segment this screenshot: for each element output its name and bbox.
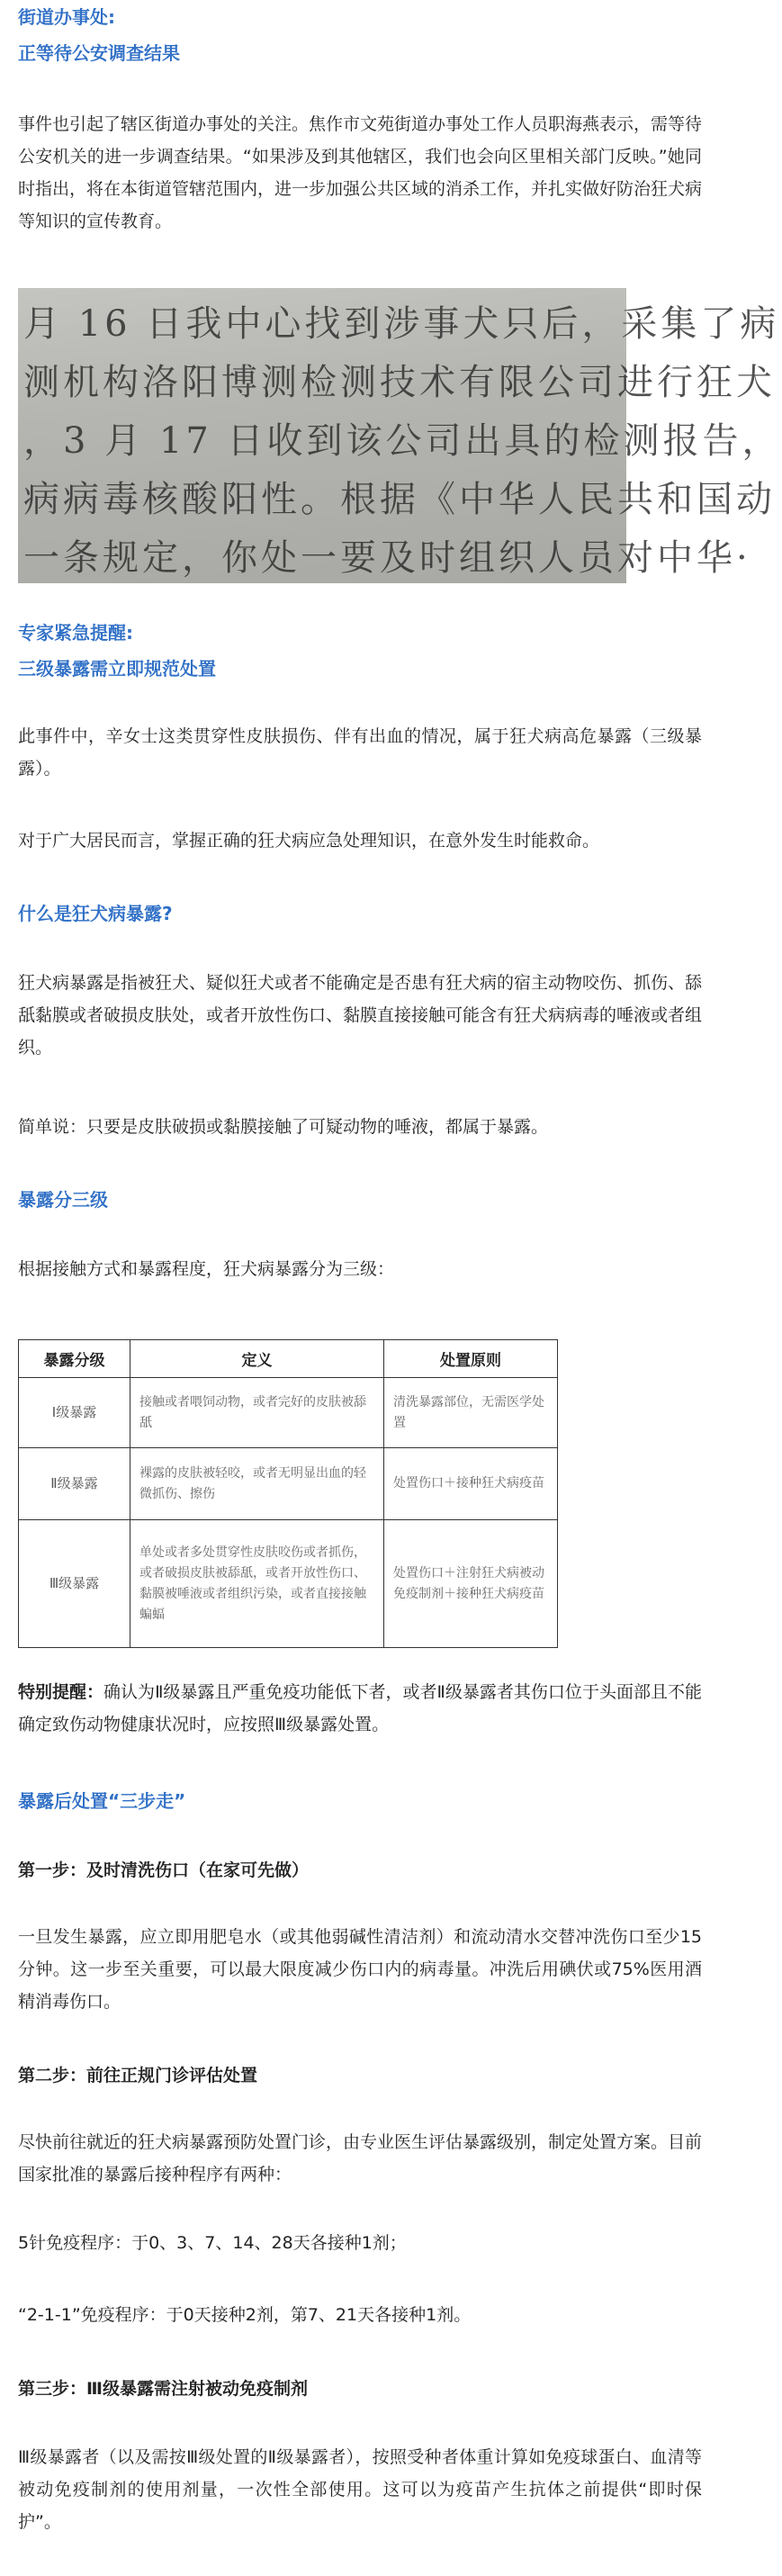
table-cell-principle: 处置伤口＋接种狂犬病疫苗 xyxy=(384,1448,558,1520)
table-cell-level: Ⅰ级暴露 xyxy=(19,1378,130,1448)
expert-paragraph-1: 此事件中，辛女士这类贯穿性皮肤损伤、伴有出血的情况，属于狂犬病高危暴露（三级暴露）。 xyxy=(18,726,702,779)
step3-title: 第三步：Ⅲ级暴露需注射被动免疫制剂 xyxy=(18,2379,308,2399)
step2-title: 第二步：前往正规门诊评估处置 xyxy=(18,2066,258,2085)
photo-line: 月 16 日我中心找到涉事犬只后，采集了病 xyxy=(23,303,780,345)
exposure-grade-table xyxy=(18,1339,558,1648)
step2-text: 尽快前往就近的狂犬病暴露预防处置门诊，由专业医生评估暴露级别，制定处置方案。目前国家批准的暴露后接种程序有两种： xyxy=(18,2132,703,2184)
table-header: 暴露分级 xyxy=(19,1340,130,1378)
photo-line: 测机构洛阳博测检测技术有限公司进行狂犬 xyxy=(23,362,776,403)
table-header: 定义 xyxy=(130,1340,384,1378)
levels-intro-paragraph: 根据接触方式和暴露程度，狂犬病暴露分为三级： xyxy=(18,1259,395,1279)
table-header-row xyxy=(19,1340,558,1378)
table-cell-definition: 单处或者多处贯穿性皮肤咬伤或者抓伤，或者破损皮肤被舔舐，或者开放性伤口、黏膜被唾液或者组织污染，或者直接接触蝙蝠 xyxy=(130,1520,384,1648)
step1-text: 一旦发生暴露，应立即用肥皂水（或其他弱碱性清洁剂）和流动清水交替冲洗伤口至少15分钟。这一步至关重要，可以最大限度减少伤口内的病毒量。冲洗后用碘伏或75%医用酒精消毒伤口。 xyxy=(18,1927,702,2012)
table-cell-definition: 接触或者喂饲动物，或者完好的皮肤被舔舐 xyxy=(130,1378,384,1448)
section-subtitle-expert: 三级暴露需立即规范处置 xyxy=(18,658,216,680)
table-row xyxy=(19,1378,558,1448)
table-cell-level: Ⅱ级暴露 xyxy=(19,1448,130,1520)
step2-option-1: 5针免疫程序：于0、3、7、14、28天各接种1剂； xyxy=(18,2233,407,2253)
document-photo xyxy=(18,288,782,583)
photo-line: 一条规定，你处一要及时组织人员对中华· xyxy=(23,537,751,579)
section-title-expert: 专家紧急提醒: xyxy=(18,622,133,644)
expert-paragraph-2: 对于广大居民而言，掌握正确的狂犬病应急处理知识，在意外发生时能救命。 xyxy=(18,831,600,851)
step3-text: Ⅲ级暴露者（以及需按Ⅲ级处置的Ⅱ级暴露者），按照受种者体重计算如免疫球蛋白、血清等被动免疫制剂的使用剂量，一次性全部使用。这可以为疫苗产生抗体之前提供“即时保护”。 xyxy=(18,2447,702,2532)
table-header: 处置原则 xyxy=(384,1340,558,1378)
special-reminder-paragraph xyxy=(18,1676,702,1741)
table-row xyxy=(19,1520,558,1648)
photo-line: ，3 月 17 日收到该公司出具的检测报告， xyxy=(23,420,782,462)
section-title-three-levels: 暴露分三级 xyxy=(18,1189,108,1211)
exposure-summary-paragraph: 简单说：只要是皮肤破损或黏膜接触了可疑动物的唾液，都属于暴露。 xyxy=(18,1117,549,1137)
table-cell-principle: 清洗暴露部位，无需医学处置 xyxy=(384,1378,558,1448)
table-cell-level: Ⅲ级暴露 xyxy=(19,1520,130,1648)
section-title-three-steps: 暴露后处置“三步走” xyxy=(18,1790,186,1812)
photo-line: 病病毒核酸阳性。根据《中华人民共和国动 xyxy=(23,479,776,520)
step1-title: 第一步：及时清洗伤口（在家可先做） xyxy=(18,1860,310,1880)
table-row xyxy=(19,1448,558,1520)
special-reminder-text: 确认为Ⅱ级暴露且严重免疫功能低下者，或者Ⅱ级暴露者其伤口位于头面部且不能确定致伤动物健康状况时，应按照Ⅲ级暴露处置。 xyxy=(18,1682,702,1734)
table-cell-principle: 处置伤口＋注射狂犬病被动免疫制剂＋接种狂犬病疫苗 xyxy=(384,1520,558,1648)
table-cell-definition: 裸露的皮肤被轻咬，或者无明显出血的轻微抓伤、擦伤 xyxy=(130,1448,384,1520)
section-title-what-is-exposure: 什么是狂犬病暴露? xyxy=(18,903,173,924)
section-subtitle-street-office: 正等待公安调查结果 xyxy=(18,42,180,64)
section-title-street-office: 街道办事处: xyxy=(18,6,115,28)
street-office-paragraph: 事件也引起了辖区街道办事处的关注。焦作市文苑街道办事处工作人员职海燕表示，需等待公安机关的进一步调查结果。“如果涉及到其他辖区，我们也会向区里相关部门反映。”她同时指出，将在本街道管辖范围内，进一步加强公共区域的消杀工作，并扎实做好防治狂犬病等知识的宣传教育。 xyxy=(18,114,703,231)
special-reminder-label: 特别提醒： xyxy=(18,1682,104,1702)
step2-option-2: “2-1-1”免疫程序：于0天接种2剂，第7、21天各接种1剂。 xyxy=(18,2305,472,2325)
exposure-definition-paragraph: 狂犬病暴露是指被狂犬、疑似狂犬或者不能确定是否患有狂犬病的宿主动物咬伤、抓伤、舔舐黏膜或者破损皮肤处，或者开放性伤口、黏膜直接接触可能含有狂犬病病毒的唾液或者组织。 xyxy=(18,973,703,1058)
